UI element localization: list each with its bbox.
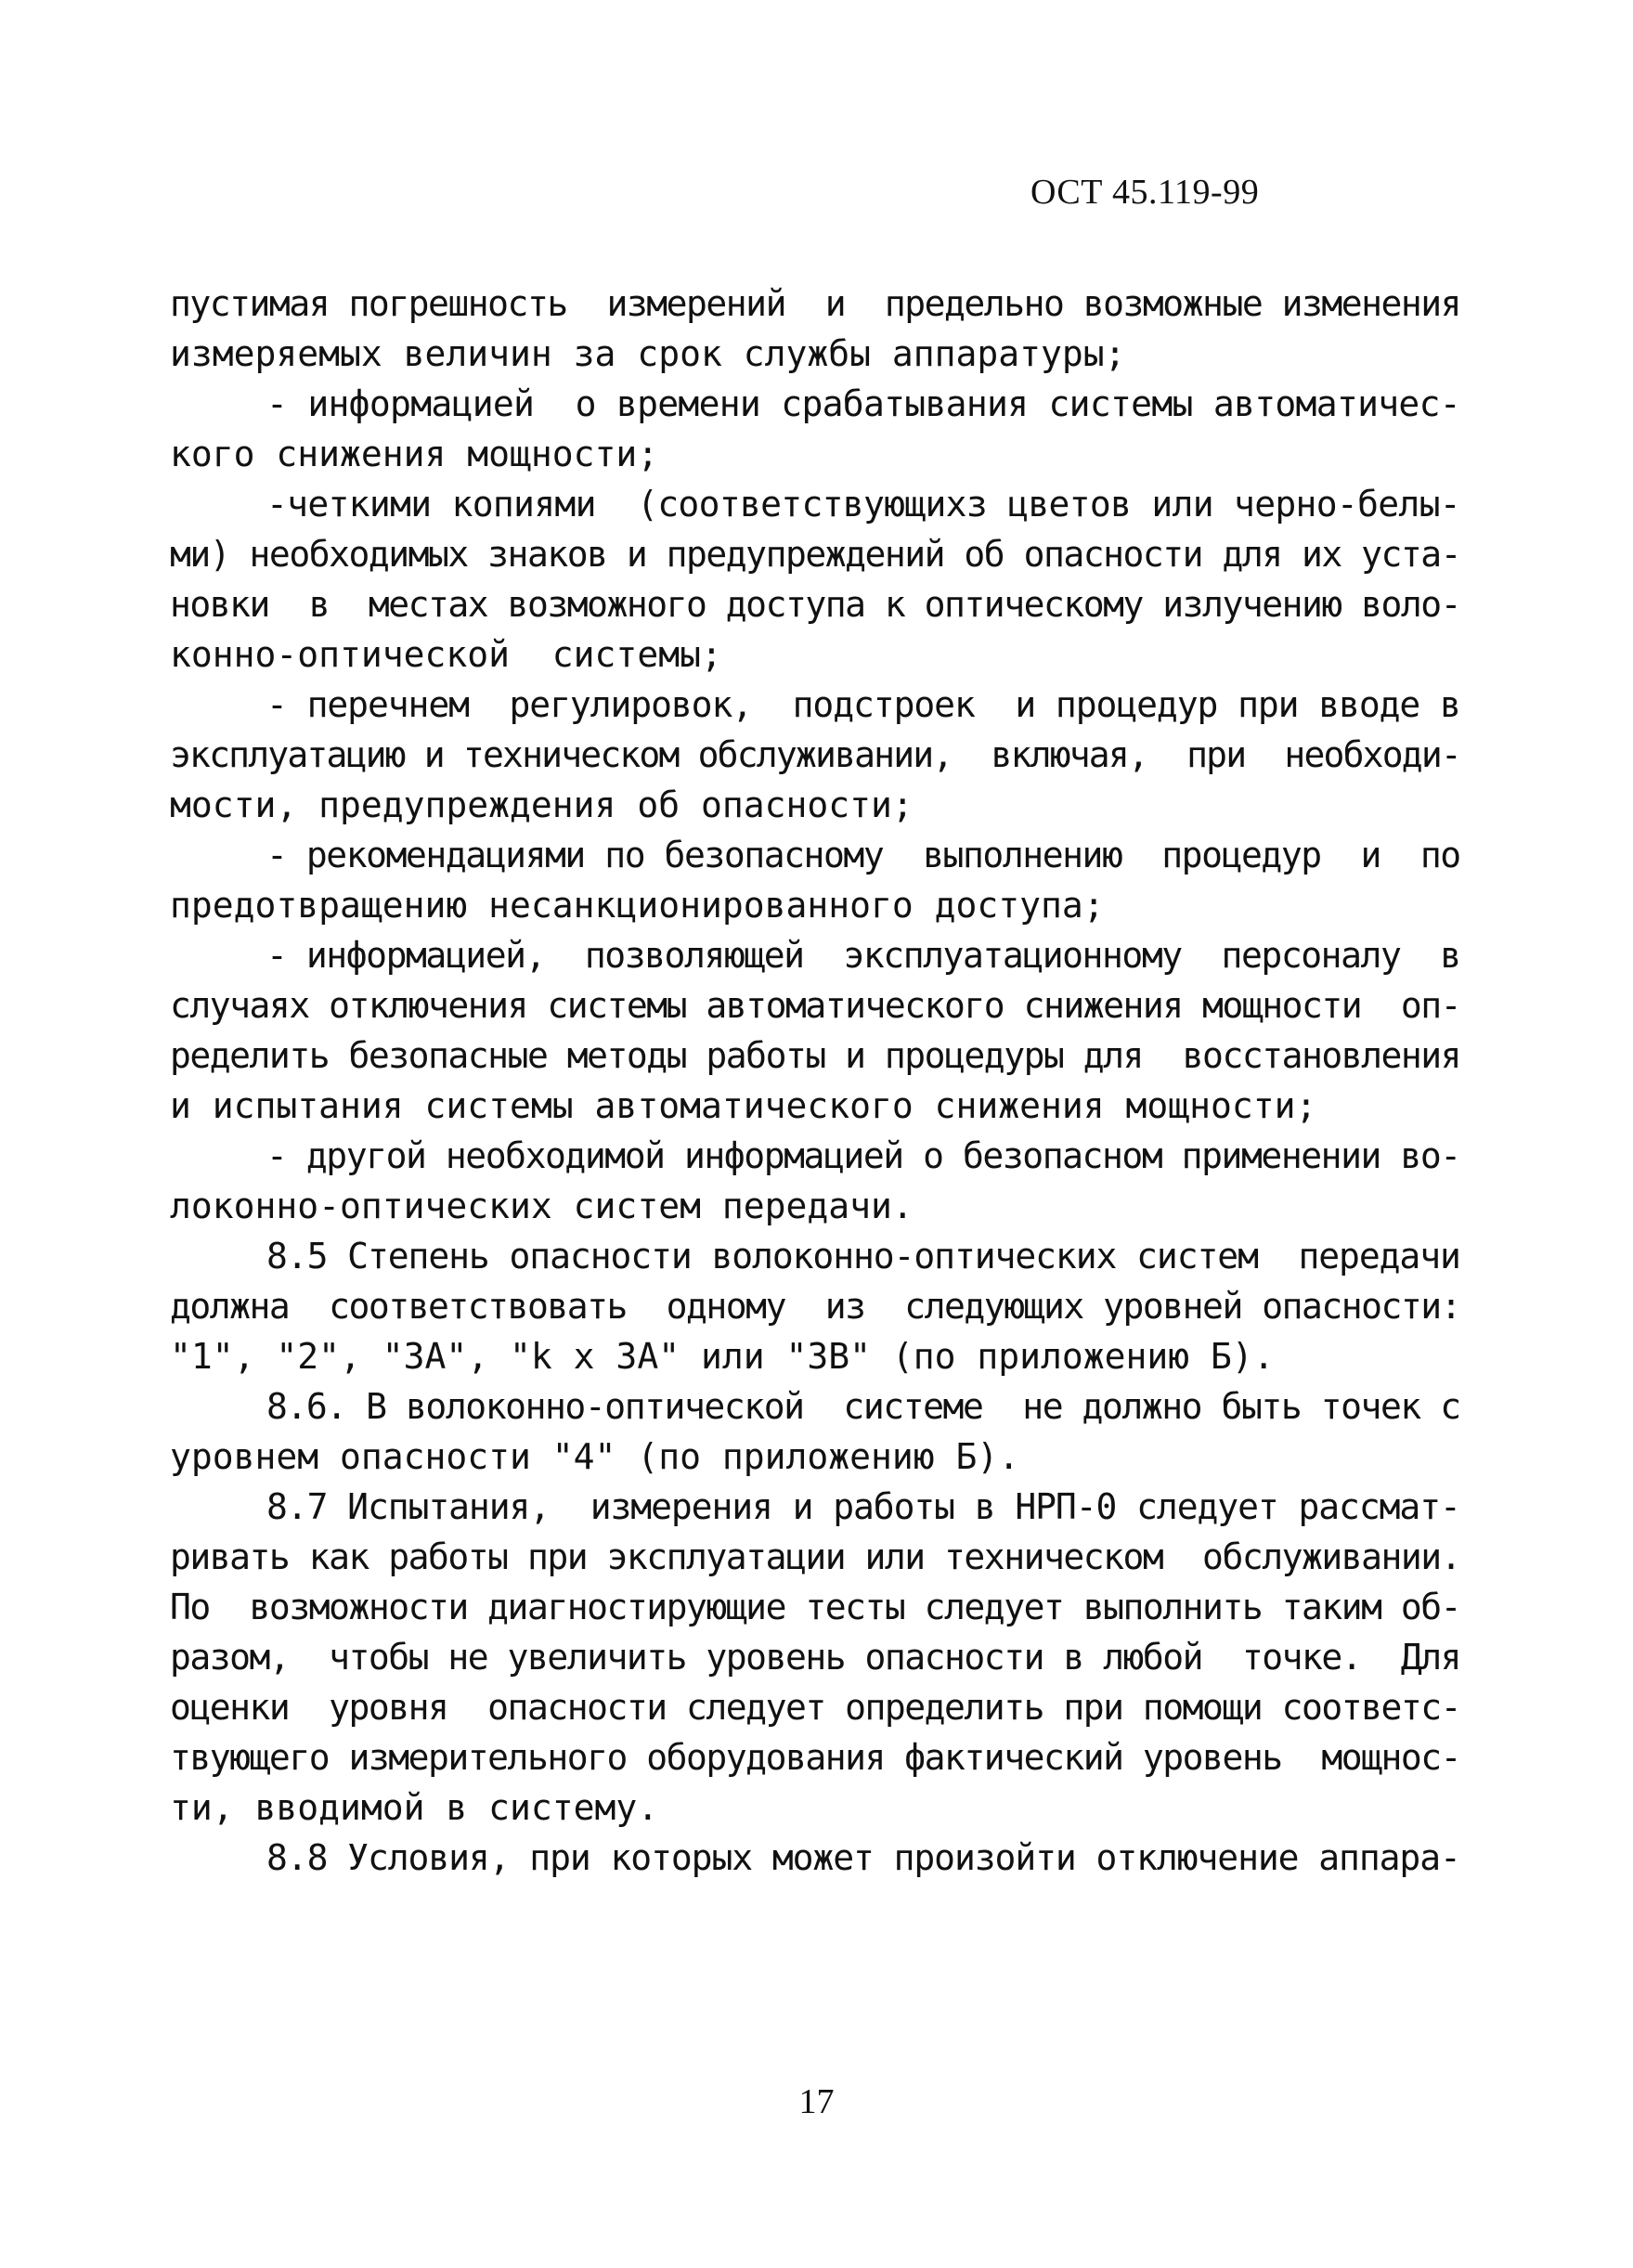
text-line: и испытания системы автоматического снижения мощности;	[170, 1085, 1317, 1126]
text-line: 8.8 Условия, при которых может произойти отключение аппара-	[266, 1837, 1460, 1878]
text-line: - другой необходимой информацией о безопасном применении во-	[266, 1135, 1460, 1176]
text-line: 8.5 Степень опасности волоконно-оптических систем передачи	[266, 1236, 1460, 1277]
text-line: - информацией о времени срабатывания системы автоматичес-	[266, 383, 1460, 424]
text-line: уровнем опасности "4" (по приложению Б).	[170, 1436, 1020, 1477]
text-line: ределить безопасные методы работы и процедуры для восстановления	[170, 1035, 1461, 1076]
text-line: - информацией, позволяющей эксплуатационному персоналу в	[266, 935, 1460, 976]
text-line: оценки уровня опасности следует определить при помощи соответс-	[170, 1687, 1461, 1728]
text-line: случаях отключения системы автоматического снижения мощности оп-	[170, 985, 1461, 1026]
text-line: "1", "2", "3А", "k x 3А" или "3В" (по приложению Б).	[170, 1336, 1275, 1377]
text-line: ти, вводимой в систему.	[170, 1787, 659, 1828]
text-line: локонно-оптических систем передачи.	[170, 1186, 914, 1226]
text-line: 8.7 Испытания, измерения и работы в НРП-0 следует рассмат-	[266, 1486, 1460, 1527]
text-line: ривать как работы при эксплуатации или техническом обслуживании.	[170, 1536, 1461, 1577]
page-number: 17	[798, 2082, 835, 2121]
text-line: пустимая погрешность измерений и предельно возможные изменения	[170, 283, 1461, 324]
text-line: предотвращению несанкционированного доступа;	[170, 885, 1105, 926]
text-line: ми) необходимых знаков и предупреждений об опасности для их уста-	[170, 534, 1461, 575]
text-line: твующего измерительного оборудования фактический уровень мощнос-	[170, 1737, 1461, 1778]
text-line: новки в местах возможного доступа к оптическому излучению воло-	[170, 584, 1461, 625]
text-line: конно-оптической системы;	[170, 634, 722, 675]
text-line: -четкими копиями (соответствующихз цветов или черно-белы-	[266, 484, 1460, 525]
text-line: 8.6. В волоконно-оптической системе не должно быть точек с	[266, 1386, 1460, 1427]
text-line: должна соответствовать одному из следующих уровней опасности:	[170, 1286, 1461, 1327]
body-text	[170, 279, 1460, 1883]
text-line: разом, чтобы не увеличить уровень опасности в любой точке. Для	[170, 1637, 1461, 1678]
text-line: эксплуатацию и техническом обслуживании, включая, при необходи-	[170, 734, 1460, 775]
text-line: измеряемых величин за срок службы аппаратуры;	[170, 333, 1126, 374]
text-line: мости, предупреждения об опасности;	[170, 784, 914, 825]
text-line: По возможности диагностирующие тесты следует выполнить таким об-	[170, 1587, 1461, 1627]
text-line: кого снижения мощности;	[170, 434, 659, 474]
text-line: - рекомендациями по безопасному выполнению процедур и по	[266, 835, 1460, 875]
document-code: ОСТ 45.119-99	[1030, 173, 1260, 212]
text-line: - перечнем регулировок, подстроек и процедур при вводе в	[266, 684, 1460, 725]
